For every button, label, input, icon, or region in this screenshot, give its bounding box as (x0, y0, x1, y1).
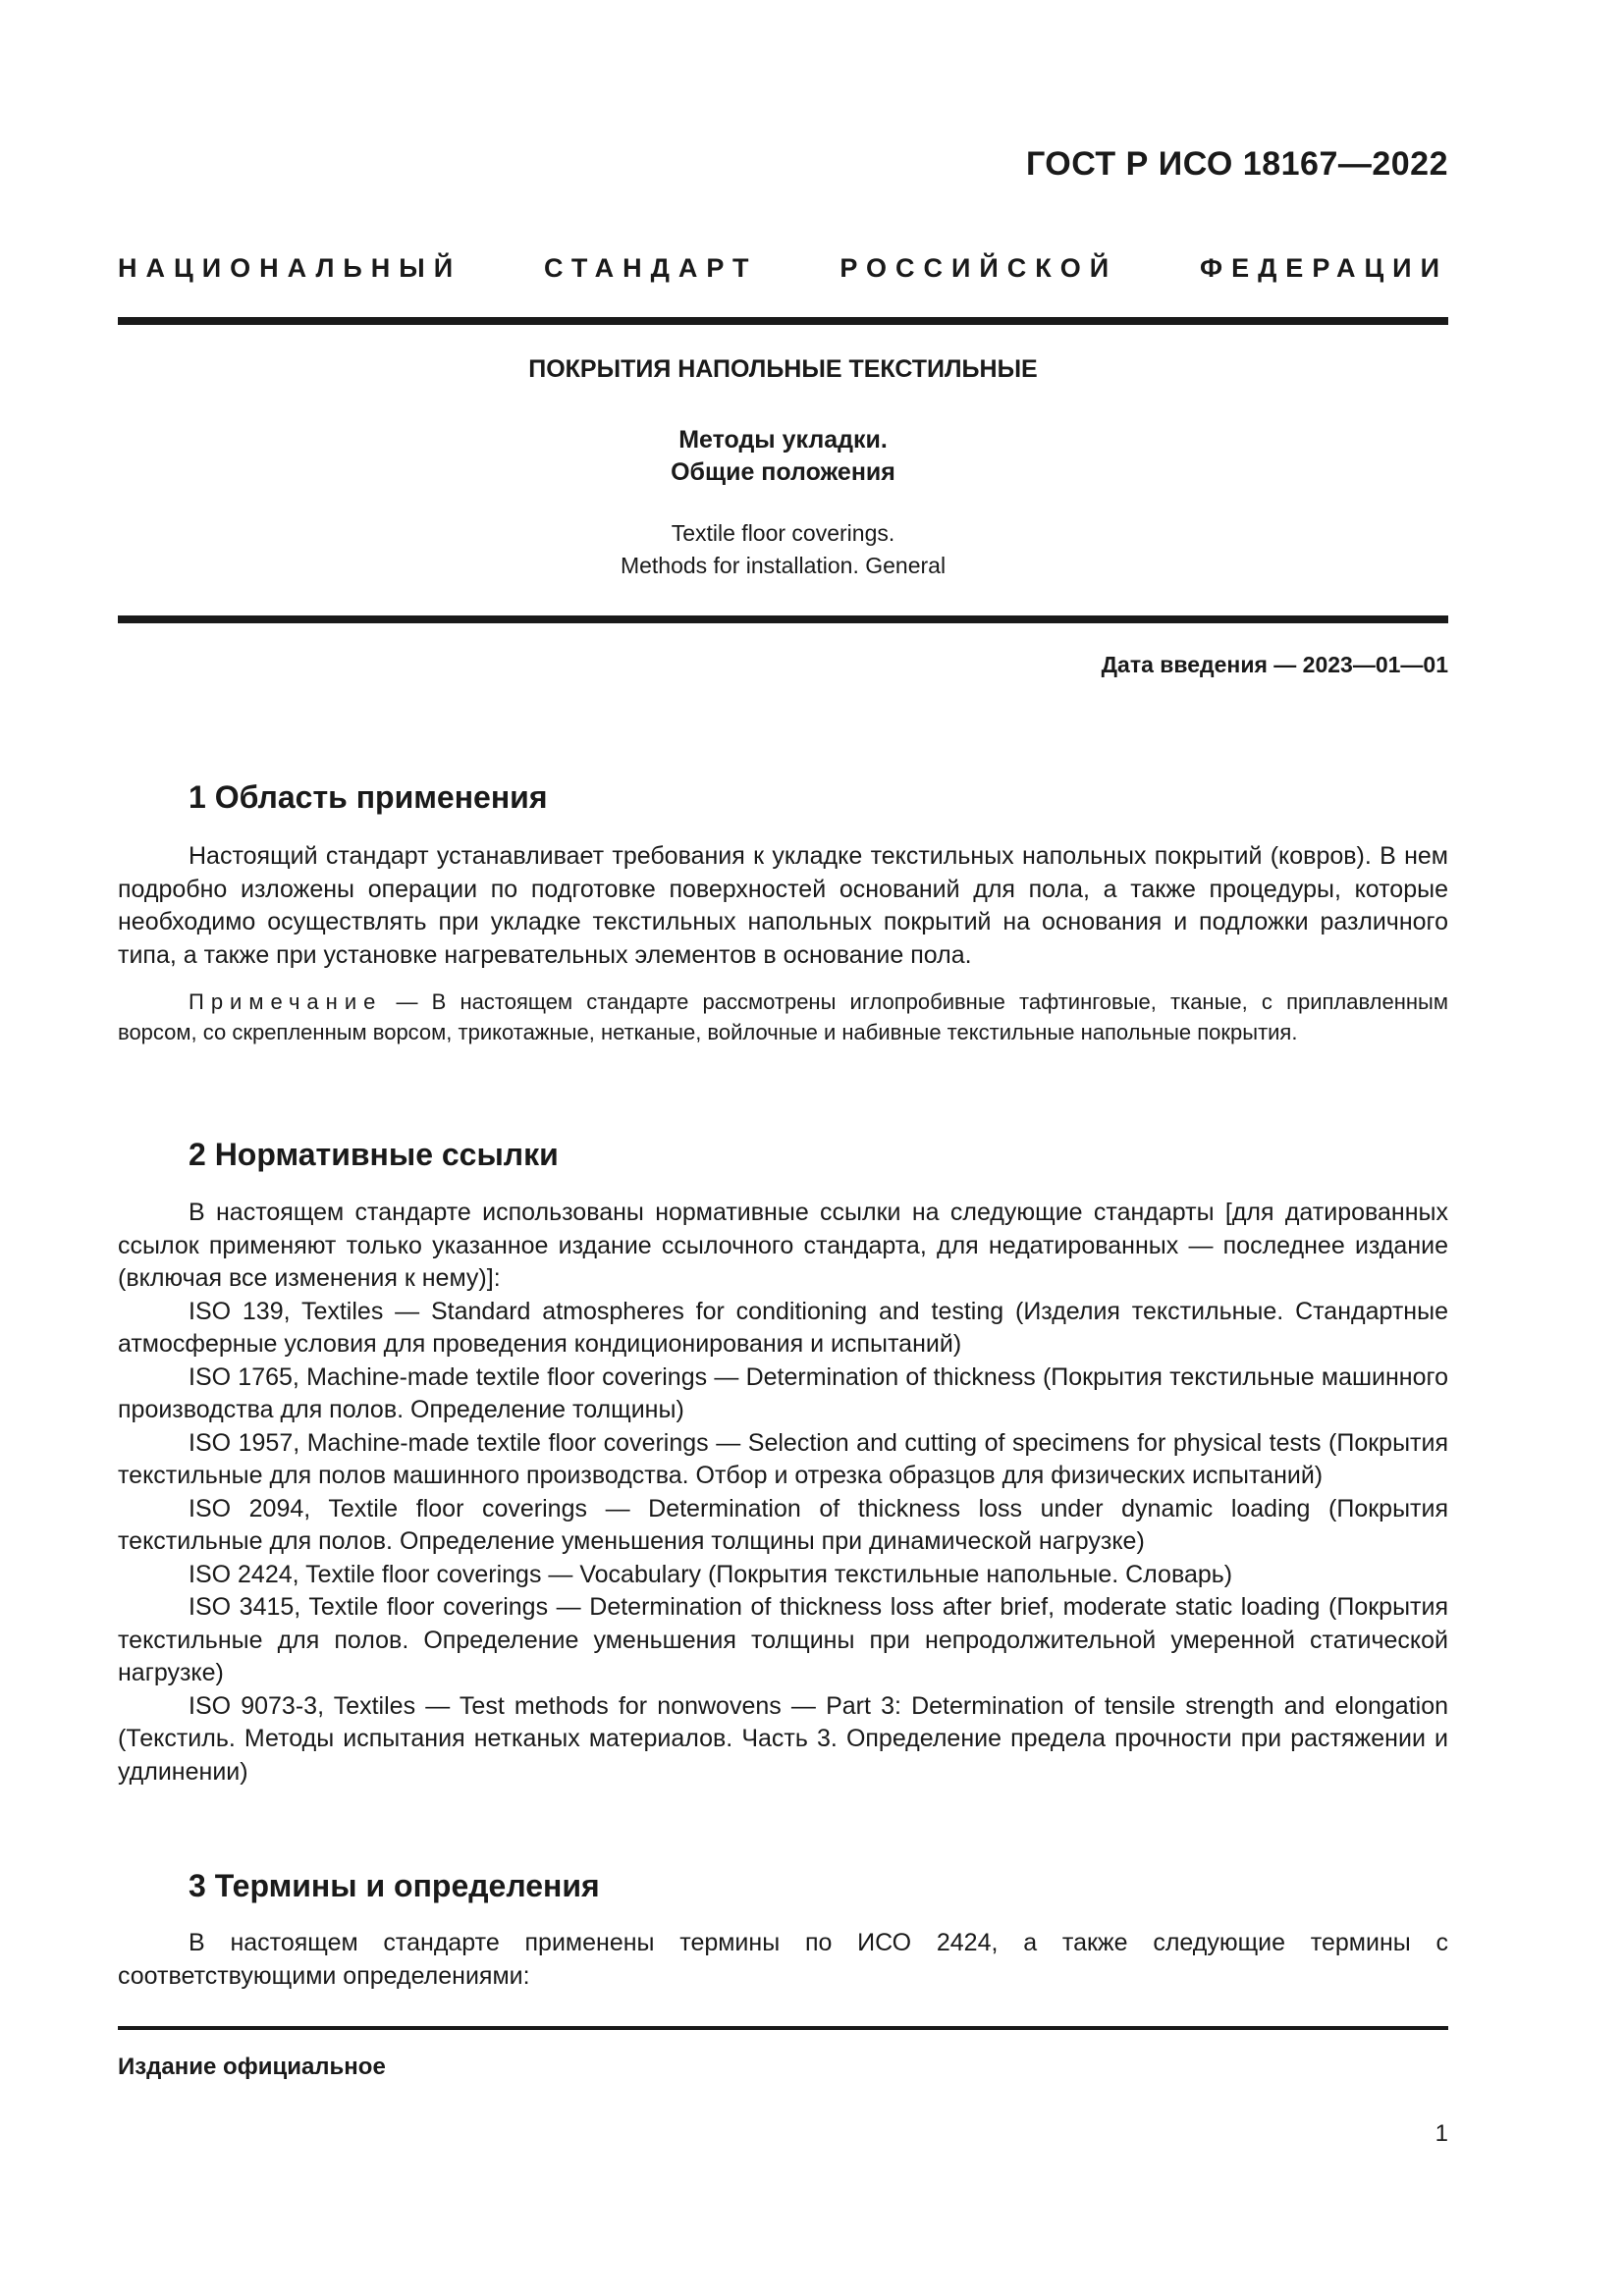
footer-rule (118, 2026, 1448, 2030)
reference-item: ISO 2424, Textile floor coverings — Vocabulary (Покрытия текстильные напольные. Словарь) (189, 1560, 1233, 1588)
document-title: ПОКРЫТИЯ НАПОЛЬНЫЕ ТЕКСТИЛЬНЫЕ (528, 355, 1038, 383)
top-rule (118, 317, 1448, 325)
reference-item: ISO 3415, Textile floor coverings — Determination of thickness loss after brief, moderate static loading (Покрытия текстильные для полов. Определение уменьшения толщины при непродолжительной умеренной статической нагрузке) (118, 1593, 1448, 1686)
section-2-intro: В настоящем стандарте использованы нормативные ссылки на следующие стандарты [для датированных ссылок применяют только указанное издание ссылочного стандарта, для недатированных — последнее издание (включая все изменения к нему)]: (118, 1199, 1448, 1292)
reference-item: ISO 2094, Textile floor coverings — Determination of thickness loss under dynamic loading (Покрытия текстильные для полов. Определение уменьшения толщины при динамической нагрузке) (118, 1494, 1448, 1555)
subtitle-line-1: Методы укладки. (678, 426, 888, 454)
page-number: 1 (1435, 2120, 1448, 2147)
national-standard-banner: НАЦИОНАЛЬНЫЙ СТАНДАРТ РОССИЙСКОЙ ФЕДЕРАЦИИ (118, 253, 1448, 283)
english-title (118, 517, 1448, 582)
section-3-body (118, 1927, 1448, 1993)
document-subtitle (118, 424, 1448, 489)
reference-item: ISO 139, Textiles — Standard atmospheres for conditioning and testing (Изделия текстильные. Стандартные атмосферные условия для проведения кондиционирования и испытаний) (118, 1297, 1448, 1358)
section-3-heading: 3 Термины и определения (189, 1868, 600, 1903)
title-bottom-rule (118, 615, 1448, 623)
section-1-heading: 1 Область применения (189, 779, 548, 815)
subtitle-line-2: Общие положения (671, 458, 895, 486)
reference-item: ISO 9073-3, Textiles — Test methods for nonwovens — Part 3: Determination of tensile strength and elongation (Текстиль. Методы испытания нетканых материалов. Часть 3. Определение предела прочности при растяжении и удлинении) (118, 1691, 1448, 1786)
introduction-date: Дата введения — 2023—01—01 (1101, 652, 1448, 677)
official-edition-label: Издание официальное (118, 2054, 386, 2080)
english-title-line-2: Methods for installation. General (620, 553, 947, 578)
section-1-note (118, 987, 1448, 1047)
document-page (118, 0, 1448, 2296)
section-3-paragraph: В настоящем стандарте применены термины по ИСО 2424, а также следующие термины с соответствующими определениями: (118, 1929, 1448, 1990)
document-code: ГОСТ Р ИСО 18167—2022 (1025, 145, 1448, 183)
reference-item: ISO 1957, Machine-made textile floor coverings — Selection and cutting of specimens for physical tests (Покрытия текстильные для полов машинного производства. Отбор и отрезка образцов для физических испытаний) (118, 1428, 1448, 1489)
section-1-paragraph: Настоящий стандарт устанавливает требования к укладке текстильных напольных покрытий (ковров). В нем подробно изложены операции по подготовке поверхностей оснований для пола, а также процедуры, которые необходимо осуществлять при укладке текстильных напольных покрытий на основания и подложки различного типа, а также при установке нагревательных элементов в основание пола. (118, 842, 1448, 969)
english-title-line-1: Textile floor coverings. (671, 520, 895, 546)
section-2-body (118, 1197, 1448, 1789)
note-text: — В настоящем стандарте рассмотрены иглопробивные тафтинговые, тканые, с приплавленным ворсом, со скрепленным ворсом, трикотажные, нетканые, войлочные и набивные текстильные напольные покрытия. (118, 989, 1448, 1044)
section-1-body (118, 840, 1448, 972)
note-label: Примечание (189, 989, 383, 1014)
section-2-heading: 2 Нормативные ссылки (189, 1137, 559, 1172)
reference-item: ISO 1765, Machine-made textile floor coverings — Determination of thickness (Покрытия текстильные машинного производства для полов. Определение толщины) (118, 1362, 1448, 1423)
